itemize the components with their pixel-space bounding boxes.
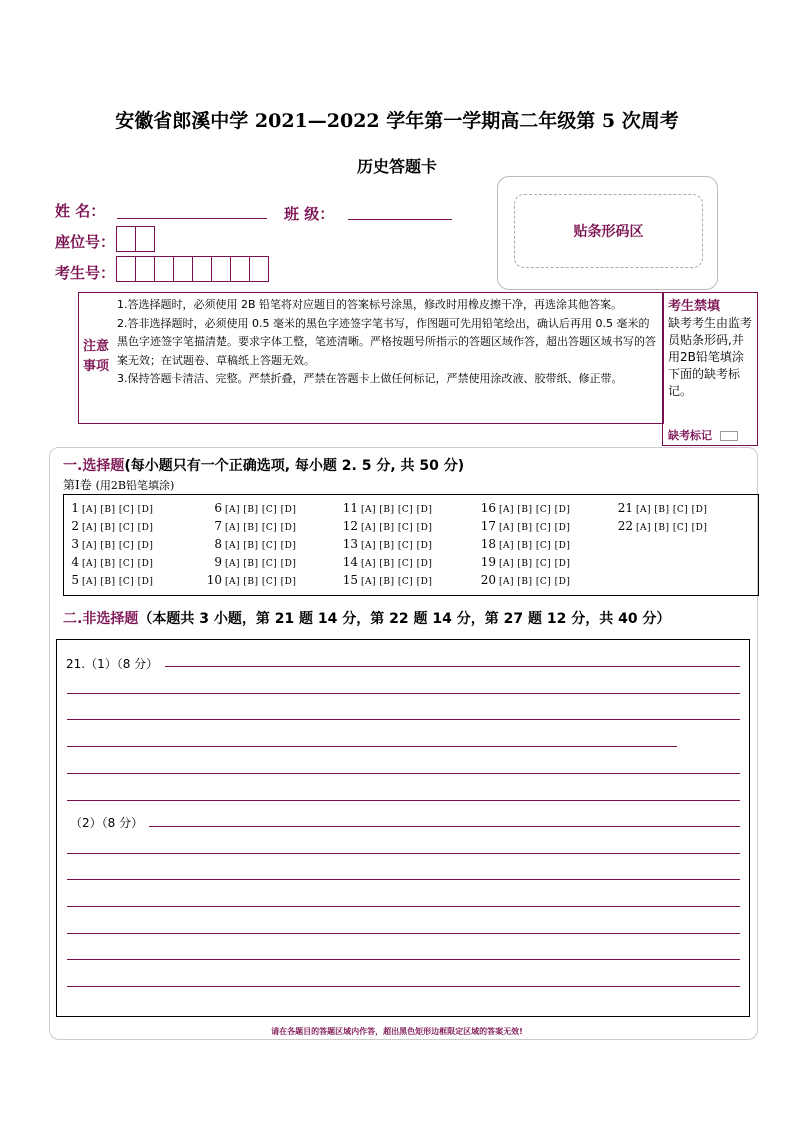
exam-cell[interactable] <box>231 257 250 281</box>
section2-note: （本题共 3 小题，第 21 题 14 分，第 22 题 14 分，第 27 题 12 分，共 40 分） <box>138 611 671 627</box>
mcq-question-number: 9 <box>214 555 222 569</box>
mcq-options[interactable]: [A] [B] [C] [D] <box>636 505 708 515</box>
seat-label: 座位号： <box>55 233 116 251</box>
footer-note: 请在各题目的答题区域内作答，超出黑色矩形边框限定区域的答案无效! <box>271 1027 523 1036</box>
mcq-question <box>69 519 153 533</box>
mcq-question <box>478 501 570 515</box>
notice-line: 1.答选择题时，必须使用 2B 铅笔将对应题目的答案标号涂黑，修改时用橡皮擦干净，再选涂其他答案。 <box>117 298 623 311</box>
mcq-question-number: 11 <box>342 501 358 515</box>
mcq-question-number: 7 <box>214 519 222 533</box>
absent-mark-box[interactable] <box>720 431 738 441</box>
mcq-question <box>478 573 570 587</box>
mcq-question <box>478 537 570 551</box>
exam-cell[interactable] <box>136 257 155 281</box>
mcq-options[interactable]: [A] [B] [C] [D] <box>499 541 571 551</box>
mcq-question <box>204 519 296 533</box>
mcq-question <box>204 501 296 515</box>
answer-line[interactable] <box>67 853 740 854</box>
mcq-options[interactable]: [A] [B] [C] [D] <box>225 523 297 533</box>
mcq-options[interactable]: [A] [B] [C] [D] <box>499 505 571 515</box>
mcq-question <box>204 537 296 551</box>
mcq-question <box>340 501 432 515</box>
page-title: 安徽省郎溪中学 2021—2022 学年第一学期高二年级第 5 次周考 <box>115 110 679 132</box>
mcq-question-number: 3 <box>71 537 79 551</box>
mcq-question-number: 4 <box>71 555 79 569</box>
mcq-options[interactable]: [A] [B] [C] [D] <box>225 577 297 587</box>
mcq-options[interactable]: [A] [B] [C] [D] <box>225 505 297 515</box>
exam-number-boxes[interactable] <box>116 256 269 282</box>
q21-part2-label: （2）（8 分） <box>70 816 144 830</box>
mcq-question <box>69 501 153 515</box>
mcq-question-number: 21 <box>617 501 633 515</box>
answer-line[interactable] <box>165 666 740 667</box>
mcq-question <box>340 519 432 533</box>
answer-line[interactable] <box>67 933 740 934</box>
exam-cell[interactable] <box>250 257 268 281</box>
section1-name: 选择题 <box>82 458 125 474</box>
mcq-options[interactable]: [A] [B] [C] [D] <box>82 505 154 515</box>
mcq-question-number: 15 <box>342 573 358 587</box>
volume-label <box>63 476 174 493</box>
mcq-question <box>478 555 570 569</box>
exam-cell[interactable] <box>174 257 193 281</box>
answer-line[interactable] <box>67 719 740 720</box>
exam-cell[interactable] <box>193 257 212 281</box>
mcq-options[interactable]: [A] [B] [C] [D] <box>361 505 433 515</box>
section1-note: (每小题只有一个正确选项, 每小题 2. 5 分, 共 50 分) <box>124 458 465 474</box>
mcq-question-number: 16 <box>480 501 496 515</box>
seat-cell[interactable] <box>117 227 136 251</box>
answer-line[interactable] <box>67 746 677 747</box>
mcq-options[interactable]: [A] [B] [C] [D] <box>361 577 433 587</box>
examinee-forbidden-box <box>662 292 758 446</box>
mcq-options[interactable]: [A] [B] [C] [D] <box>225 541 297 551</box>
mcq-question-number: 10 <box>206 573 222 587</box>
mcq-options[interactable]: [A] [B] [C] [D] <box>361 541 433 551</box>
section1-heading <box>63 455 464 475</box>
seat-cell[interactable] <box>136 227 154 251</box>
mcq-options[interactable]: [A] [B] [C] [D] <box>499 523 571 533</box>
answer-line[interactable] <box>67 959 740 960</box>
barcode-label: 贴条形码区 <box>514 194 703 268</box>
mcq-question <box>615 519 707 533</box>
answer-line[interactable] <box>67 693 740 694</box>
exam-number-label: 考生号： <box>55 264 116 282</box>
mcq-question-number: 6 <box>214 501 222 515</box>
seat-number-boxes[interactable] <box>116 226 155 252</box>
mcq-question <box>204 573 296 587</box>
answer-line[interactable] <box>67 986 740 987</box>
notice-line: 2.答非选择题时，必须使用 0.5 毫米的黑色字迹签字笔书写，作图题可先用铅笔绘出，确认后再用 0.5 毫米的黑色字迹签字笔描清楚。要求字体工整，笔迹清晰。严格按题号所指示的答题区域作答，超出答题区域书写的答案无效；在试题卷、草稿纸上答题无效。 <box>117 316 656 367</box>
mcq-options[interactable]: [A] [B] [C] [D] <box>636 523 708 533</box>
page-subtitle: 历史答题卡 <box>356 157 437 176</box>
mcq-question <box>204 555 296 569</box>
mcq-question-number: 12 <box>342 519 358 533</box>
notice-box <box>78 292 664 424</box>
mcq-question-number: 22 <box>617 519 633 533</box>
mcq-question-number: 1 <box>71 501 79 515</box>
barcode-area <box>497 176 718 290</box>
question-21-answer-box[interactable] <box>56 639 750 1017</box>
forbid-text: 缺考考生由监考员贴条形码,并用2B铅笔填涂下面的缺考标记。 <box>668 316 753 398</box>
mcq-options[interactable]: [A] [B] [C] [D] <box>499 559 571 569</box>
notice-text <box>117 296 659 420</box>
mcq-question <box>615 501 707 515</box>
mcq-question <box>69 555 153 569</box>
class-label: 班 级： <box>284 205 335 223</box>
forbid-title: 考生禁填 <box>668 299 721 314</box>
mcq-options[interactable]: [A] [B] [C] [D] <box>361 559 433 569</box>
section2-name: 非选择题 <box>82 611 139 627</box>
mcq-question-number: 20 <box>480 573 496 587</box>
mcq-question <box>69 573 153 587</box>
mcq-options[interactable]: [A] [B] [C] [D] <box>499 577 571 587</box>
mcq-options[interactable]: [A] [B] [C] [D] <box>361 523 433 533</box>
volume-name: 第Ⅰ卷 <box>63 478 92 492</box>
mcq-options[interactable]: [A] [B] [C] [D] <box>225 559 297 569</box>
exam-cell[interactable] <box>212 257 231 281</box>
mcq-question-number: 13 <box>342 537 358 551</box>
mcq-question-number: 14 <box>342 555 358 569</box>
answer-line[interactable] <box>67 773 740 774</box>
name-field[interactable] <box>117 200 267 219</box>
mcq-options[interactable]: [A] [B] [C] [D] <box>82 541 154 551</box>
mcq-question <box>478 519 570 533</box>
class-field[interactable] <box>348 201 452 220</box>
section1-number: 一. <box>63 458 83 474</box>
answer-line[interactable] <box>67 879 740 880</box>
section2-heading <box>63 608 670 628</box>
notice-line: 3.保持答题卡清洁、完整。严禁折叠，严禁在答题卡上做任何标记，严禁使用涂改液、胶带纸、修正带。 <box>117 372 623 385</box>
mcq-question-number: 8 <box>214 537 222 551</box>
q21-part1-label: 21.（1）（8 分） <box>66 657 159 671</box>
answer-line[interactable] <box>149 826 740 827</box>
name-label: 姓 名： <box>55 202 106 220</box>
mcq-question <box>340 537 432 551</box>
multiple-choice-grid <box>63 494 759 596</box>
mcq-question-number: 2 <box>71 519 79 533</box>
answer-line[interactable] <box>67 800 740 801</box>
exam-cell[interactable] <box>117 257 136 281</box>
mcq-options[interactable]: [A] [B] [C] [D] <box>82 577 154 587</box>
mcq-options[interactable]: [A] [B] [C] [D] <box>82 559 154 569</box>
mcq-question-number: 19 <box>480 555 496 569</box>
mcq-question <box>340 555 432 569</box>
volume-note: (用2B铅笔填涂) <box>95 479 175 492</box>
absent-mark <box>668 427 738 443</box>
section2-number: 二. <box>63 611 83 627</box>
absent-mark-label: 缺考标记 <box>668 429 712 442</box>
mcq-question-number: 18 <box>480 537 496 551</box>
exam-cell[interactable] <box>155 257 174 281</box>
mcq-question <box>340 573 432 587</box>
answer-line[interactable] <box>67 906 740 907</box>
notice-label: 注意事项 <box>82 339 109 374</box>
mcq-question-number: 17 <box>480 519 496 533</box>
mcq-options[interactable]: [A] [B] [C] [D] <box>82 523 154 533</box>
mcq-question-number: 5 <box>71 573 79 587</box>
mcq-question <box>69 537 153 551</box>
